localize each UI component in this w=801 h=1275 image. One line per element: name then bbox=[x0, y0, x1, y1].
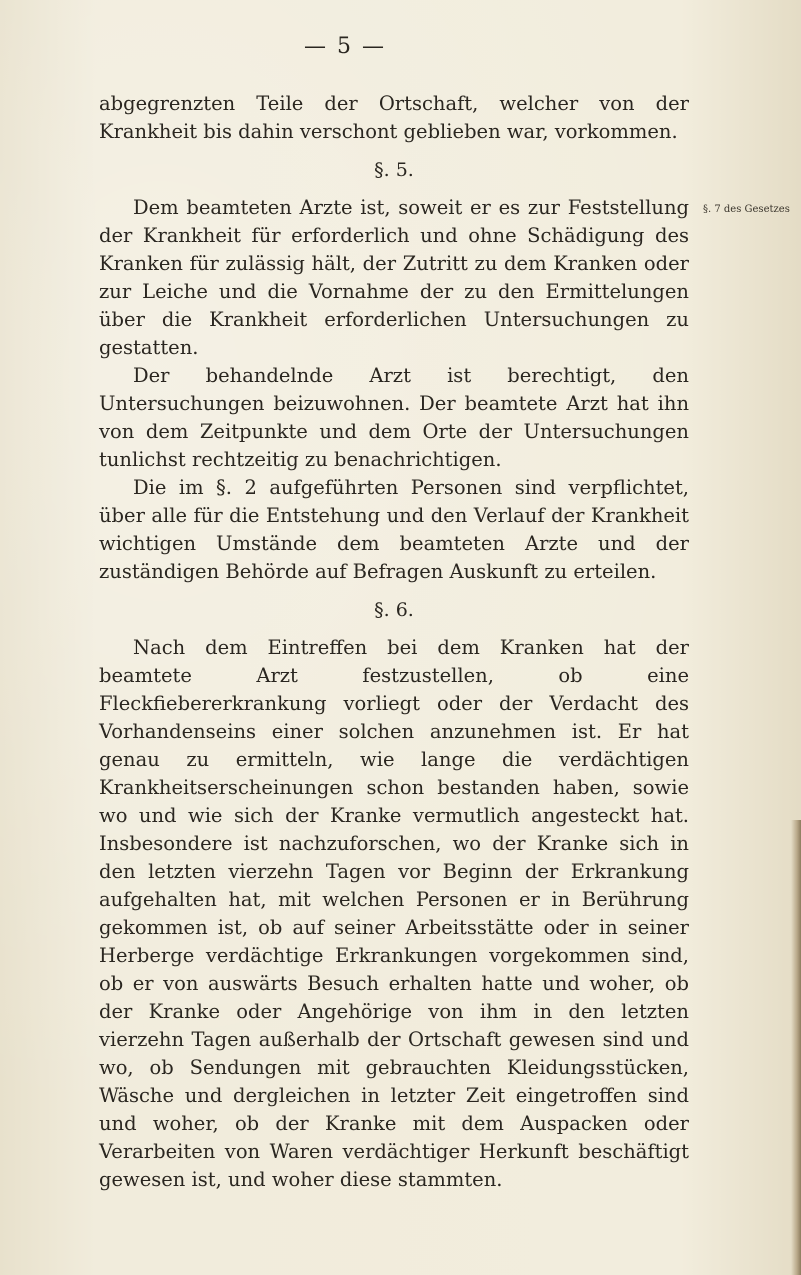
section-5-paragraph-3: Die im §. 2 aufgeführten Personen sind verpflichtet, über alle für die Entstehung und den Verlauf der Krankheit wichtigen Umstände dem beamteten Arzte und der zuständigen Behörde auf Befragen Auskunft zu erteilen. bbox=[99, 476, 689, 583]
section-5-paragraph-2: Der behandelnde Arzt ist berechtigt, den Untersuchungen beizuwohnen. Der beamtete Arzt hat ihn von dem Zeitpunkte und dem Orte der Untersuchungen tunlichst rechtzeitig zu benachrichtigen. bbox=[99, 364, 689, 471]
section-5-heading: §. 5. bbox=[374, 159, 414, 181]
page-edge-shadow bbox=[791, 820, 801, 1275]
intro-paragraph: abgegrenzten Teile der Ortschaft, welcher von der Krankheit bis dahin verschont geblieben war, vorkommen. bbox=[99, 92, 689, 143]
margin-note: §. 7 des Gesetzes bbox=[703, 204, 790, 215]
section-6-heading: §. 6. bbox=[374, 599, 414, 621]
page-number: — 5 — bbox=[304, 34, 386, 59]
section-5-paragraph-1: Dem beamteten Arzte ist, soweit er es zur Feststellung der Krankheit für erforderlich und ohne Schädigung des Kranken für zulässig hält, der Zutritt zu dem Kranken oder zur Leiche und die Vornahme der zu den Ermittelungen über die Krankheit erforderlichen Untersuchungen zu gestatten. bbox=[99, 196, 689, 359]
section-6-paragraph-1: Nach dem Eintreffen bei dem Kranken hat der beamtete Arzt festzustellen, ob eine Fleckfiebererkrankung vorliegt oder der Verdacht des Vorhandenseins einer solchen anzunehmen ist. Er hat genau zu ermitteln, wie lange die verdächtigen Krankheitserscheinungen schon bestanden haben, sowie wo und wie sich der Kranke vermutlich angesteckt hat. Insbesondere ist nachzuforschen, wo der Kranke sich in den letzten vierzehn Tagen vor Beginn der Erkrankung aufgehalten hat, mit welchen Personen er in Berührung gekommen ist, ob auf seiner Arbeitsstätte oder in seiner Herberge verdächtige Erkrankungen vorgekommen sind, ob er von auswärts Besuch erhalten hatte und woher, ob der Kranke oder Angehörige von ihm in den letzten vierzehn Tagen außerhalb der Ortschaft gewesen sind und wo, ob Sendungen mit gebrauchten Kleidungsstücken, Wäsche und dergleichen in letzter Zeit eingetroffen sind und woher, ob der Kranke mit dem Auspacken oder Verarbeiten von Waren verdächtiger Herkunft beschäftigt gewesen ist, und woher diese stammten. bbox=[99, 636, 689, 1191]
document-body bbox=[99, 90, 689, 1194]
